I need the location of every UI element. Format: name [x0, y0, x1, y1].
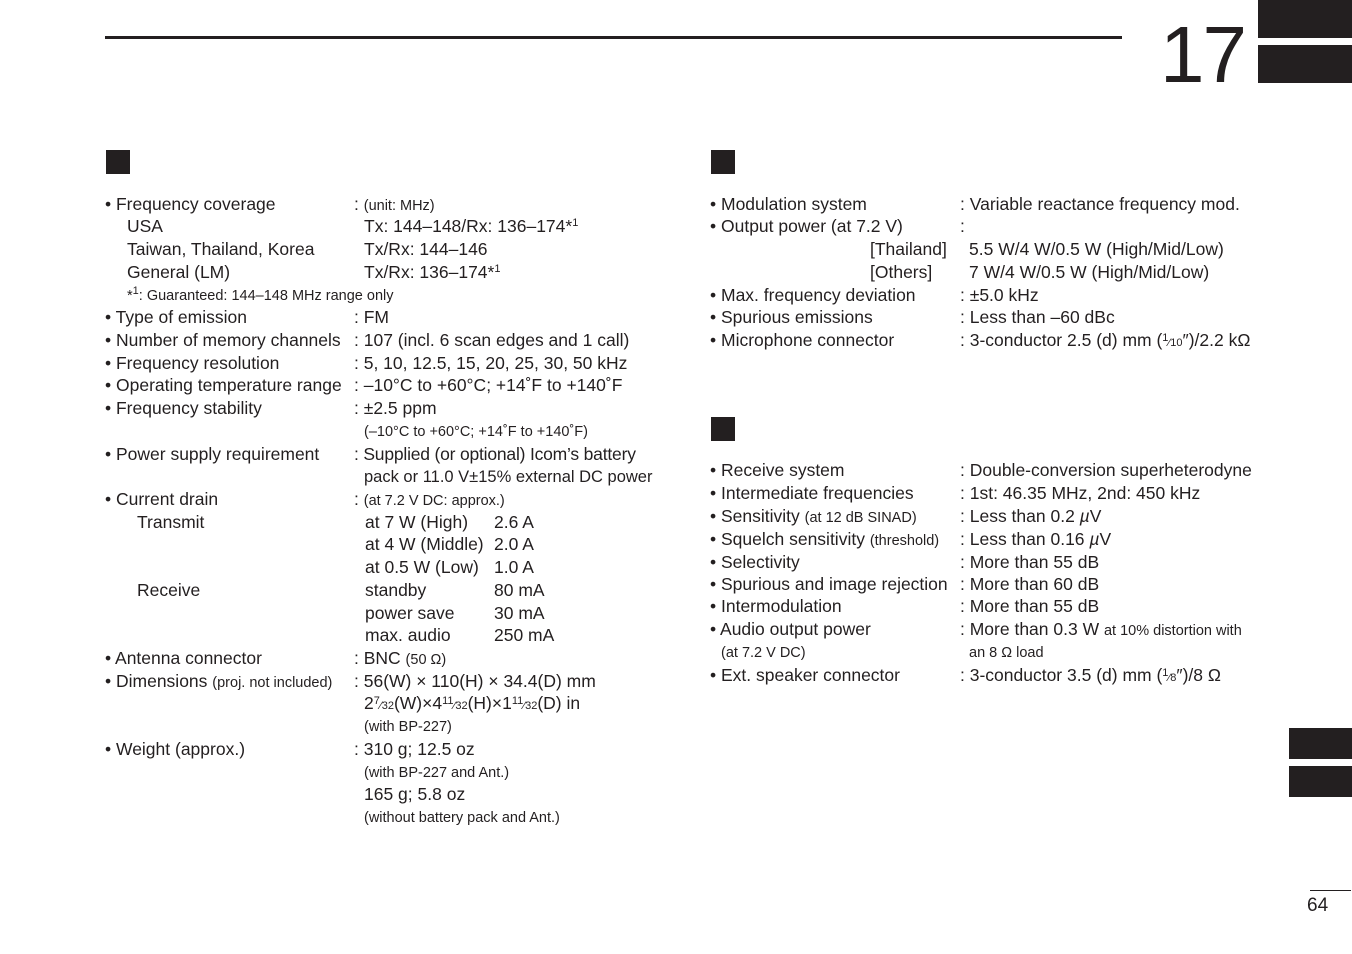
fraction-denominator: ⁄32 [379, 700, 394, 712]
spec-value: : 5, 10, 12.5, 15, 20, 25, 30, 50 kHz [354, 353, 628, 373]
spec-value-colon: : [354, 489, 364, 509]
micro-symbol: µ [1079, 506, 1090, 526]
current-condition: standby [365, 580, 427, 600]
fraction-numerator: 1 [1162, 332, 1169, 344]
spec-value-continued: 165 g; 5.8 oz [364, 784, 466, 804]
spec-value [364, 261, 500, 284]
spec-label: • Receive system [710, 460, 845, 480]
spec-value-text: : BNC [354, 648, 406, 668]
spec-label: • Spurious and image rejection [710, 574, 948, 594]
spec-value [354, 488, 505, 513]
spec-note: (–10°C to +60°C; +14˚F to +140˚F) [364, 424, 588, 440]
spec-value-colon: : [354, 194, 364, 214]
spec-label: • Ext. speaker connector [710, 665, 900, 685]
spec-label: [Thailand] [870, 239, 947, 259]
spec-label: • Antenna connector [105, 648, 262, 668]
spec-label: • Audio output power [710, 619, 871, 639]
spec-value [354, 647, 446, 672]
spec-value-continued: pack or 11.0 V±15% external DC power [364, 468, 653, 486]
spec-label: • Frequency stability [105, 398, 262, 418]
spec-label-note: (threshold) [869, 533, 940, 549]
spec-label: • Operating temperature range [105, 375, 342, 395]
spec-value-unit: V [1099, 529, 1112, 549]
spec-label: • Max. frequency deviation [710, 285, 916, 305]
spec-label: • Current drain [105, 489, 219, 509]
spec-value-inches [364, 692, 580, 715]
spec-value-continued: an 8 Ω load [969, 645, 1044, 661]
spec-value: : 107 (incl. 6 scan edges and 1 call) [354, 330, 630, 350]
spec-value-text: : Less than 0.2 [960, 506, 1080, 526]
spec-value-text: Tx/Rx: 136–174* [364, 262, 495, 282]
spec-value: : ±2.5 ppm [354, 398, 437, 418]
spec-label: • Microphone connector [710, 330, 895, 350]
spec-label: USA [127, 216, 163, 236]
spec-note: (without battery pack and Ant.) [364, 810, 560, 826]
spec-value-unit: (unit: MHz) [363, 198, 435, 214]
current-condition: at 7 W (High) [365, 512, 469, 532]
spec-label: [Others] [870, 262, 933, 282]
chapter-tab-upper [1258, 0, 1352, 38]
spec-value-unit: V [1089, 506, 1102, 526]
spec-label-text: • Squelch sensitivity [710, 529, 870, 549]
spec-label: Taiwan, Thailand, Korea [127, 239, 315, 259]
spec-value-note: (at 7.2 V DC: approx.) [363, 493, 505, 509]
spec-value: : 56(W) × 110(H) × 34.4(D) mm [354, 671, 596, 691]
general-spec-list [105, 0, 665, 954]
current-value: 2.6 A [494, 512, 534, 532]
spec-value: : 310 g; 12.5 oz [354, 739, 475, 759]
spec-label [105, 670, 332, 695]
inch-text: (D) in [537, 693, 581, 713]
footnote-star: * [127, 288, 133, 304]
spec-note: (with BP-227 and Ant.) [364, 765, 510, 781]
page-number-rule [1310, 890, 1351, 891]
spec-label: • Frequency resolution [105, 353, 280, 373]
spec-value: : More than 55 dB [960, 552, 1100, 572]
spec-value: : Less than –60 dBc [960, 307, 1115, 327]
spec-sublabel-transmit: Transmit [137, 512, 205, 532]
spec-value-text: : 3-conductor 2.5 (d) mm ( [960, 330, 1163, 350]
spec-value: : 1st: 46.35 MHz, 2nd: 450 kHz [960, 483, 1201, 503]
footnote [127, 285, 394, 308]
spec-label: • Power supply requirement [105, 444, 320, 464]
spec-label: • Intermediate frequencies [710, 483, 914, 503]
spec-value: : Variable reactance frequency mod. [960, 194, 1240, 214]
inch-text: (W)×4 [393, 693, 443, 713]
spec-value-text: : Less than 0.16 [960, 529, 1090, 549]
spec-label [710, 528, 939, 553]
spec-value: : More than 60 dB [960, 574, 1100, 594]
chapter-tab-lower [1258, 45, 1352, 83]
current-value: 1.0 A [494, 557, 534, 577]
inch-text: (H)×1 [467, 693, 512, 713]
spec-label-text: • Dimensions [105, 671, 213, 691]
spec-value [960, 528, 1111, 551]
spec-value-text: ″)/8 Ω [1176, 665, 1221, 685]
spec-value-text: : More than 0.3 W [960, 619, 1104, 639]
fraction-numerator: 1 [1162, 667, 1169, 679]
current-condition: power save [365, 603, 455, 623]
spec-value: : More than 55 dB [960, 596, 1100, 616]
spec-label: • Weight (approx.) [105, 739, 246, 759]
spec-note: (with BP-227) [364, 719, 452, 735]
spec-label: General (LM) [127, 262, 231, 282]
spec-value: 5.5 W/4 W/0.5 W (High/Mid/Low) [969, 239, 1224, 259]
spec-label: • Number of memory channels [105, 330, 341, 350]
spec-value: Tx/Rx: 144–146 [364, 239, 488, 259]
spec-value: : ±5.0 kHz [960, 285, 1039, 305]
spec-value-note: at 10% distortion with [1103, 623, 1242, 639]
spec-label-note: (at 12 dB SINAD) [804, 510, 917, 526]
footnote-mark: 1 [572, 217, 579, 229]
spec-label-note: (proj. not included) [212, 675, 333, 691]
spec-value [960, 505, 1101, 528]
spec-value: : –10°C to +60°C; +14˚F to +140˚F [354, 375, 623, 395]
fraction-denominator: ⁄32 [523, 700, 538, 712]
spec-label [710, 505, 917, 530]
fraction-denominator: ⁄8 [1168, 672, 1177, 684]
spec-value-text: : 3-conductor 3.5 (d) mm ( [960, 665, 1163, 685]
spec-label: • Modulation system [710, 194, 867, 214]
side-tab-upper [1289, 728, 1352, 759]
spec-label: • Type of emission [105, 307, 247, 327]
micro-symbol: µ [1089, 529, 1100, 549]
spec-value: : Supplied (or optional) Icom’s battery [354, 444, 636, 464]
spec-value [960, 618, 1242, 643]
current-value: 80 mA [494, 580, 545, 600]
current-value: 250 mA [494, 625, 555, 645]
current-value: 2.0 A [494, 534, 534, 554]
spec-label: • Spurious emissions [710, 307, 873, 327]
spec-value: 7 W/4 W/0.5 W (High/Mid/Low) [969, 262, 1210, 282]
footnote-text: : Guaranteed: 144–148 MHz range only [138, 288, 394, 304]
footnote-mark: 1 [494, 263, 501, 275]
inch-whole: 2 [364, 693, 374, 713]
fraction-denominator: ⁄10 [1168, 337, 1183, 349]
fraction-numerator: 11 [511, 695, 524, 707]
spec-value [364, 215, 578, 238]
side-tab-lower [1289, 766, 1352, 797]
spec-label: • Output power (at 7.2 V) [710, 216, 903, 236]
spec-label: • Selectivity [710, 552, 800, 572]
current-condition: max. audio [365, 625, 451, 645]
spec-value-text: ″)/2.2 kΩ [1182, 330, 1251, 350]
current-value: 30 mA [494, 603, 545, 623]
current-condition: at 0.5 W (Low) [365, 557, 479, 577]
fraction-numerator: 7 [373, 695, 380, 707]
current-condition: at 4 W (Middle) [365, 534, 484, 554]
spec-value: : FM [354, 307, 389, 327]
spec-label-note: (at 7.2 V DC) [721, 645, 806, 661]
spec-value-text: Tx: 144–148/Rx: 136–174* [364, 216, 573, 236]
spec-label-text: • Sensitivity [710, 506, 805, 526]
spec-value-note: (50 Ω) [405, 652, 447, 668]
receiver-spec-list [710, 0, 1270, 720]
fraction-denominator: ⁄32 [453, 700, 468, 712]
fraction-numerator: 11 [442, 695, 454, 707]
page-number: 64 [1307, 895, 1329, 916]
chapter-number: 17 [1160, 10, 1245, 99]
spec-value: : Double-conversion superheterodyne [960, 460, 1252, 480]
spec-sublabel-receive: Receive [137, 580, 201, 600]
spec-value: : [960, 216, 965, 236]
spec-label: • Intermodulation [710, 596, 842, 616]
spec-label: • Frequency coverage [105, 194, 276, 214]
spec-value [960, 664, 1221, 687]
footnote-mark: 1 [132, 285, 139, 297]
